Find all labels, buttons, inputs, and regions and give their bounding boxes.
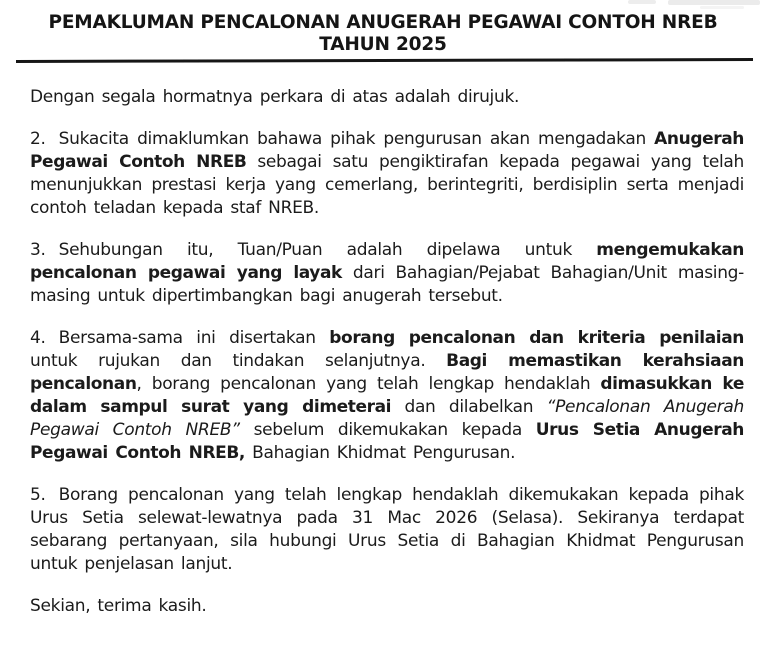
paragraph-number: 4. [30, 328, 46, 348]
document-header [0, 0, 766, 62]
closing-line: Sekian, terima kasih. [30, 596, 207, 616]
scan-artifact [668, 0, 760, 5]
paragraph-4: 4. Bersama-sama ini disertakan borang pencalonan dan kriteria penilaian untuk rujukan dan tindakan selanjutnya. Bagi memastikan kerahsiaan pencalonan, borang pencalonan yang telah lengkap hendaklah dimasukkan ke dalam sampul surat yang dimeterai dan dilabelkan “Pencalonan Anugerah Pegawai Contoh NREB” sebelum dikemukakan kepada Urus Setia Anugerah Pegawai Contoh NREB, Bahagian Khidmat Pengurusan. [30, 328, 744, 463]
scan-artifact [628, 0, 656, 4]
paragraph-5: 5. Borang pencalonan yang telah lengkap hendaklah dikemukakan kepada pihak Urus Setia selewat-lewatnya pada 31 Mac 2026 (Selasa). Sekiranya terdapat sebarang pertanyaan, sila hubungi Urus Setia di Bahagian Khidmat Pengurusan untuk penjelasan lanjut. [30, 485, 744, 574]
title-line-1: PEMAKLUMAN PENCALONAN ANUGERAH PEGAWAI CONTOH NREB [48, 12, 718, 33]
paragraph-number: 5. [30, 485, 46, 505]
title-line-2: TAHUN 2025 [319, 34, 447, 55]
page-title [36, 12, 730, 56]
paragraph-number: 3. [30, 240, 46, 260]
paragraph-3: 3. Sehubungan itu, Tuan/Puan adalah dipelawa untuk mengemukakan pencalonan pegawai yang layak dari Bahagian/Pejabat Bahagian/Unit masing-masing untuk dipertimbangkan bagi anugerah tersebut. [30, 240, 744, 306]
paragraph-number: 2. [30, 129, 46, 149]
scan-artifact [700, 6, 744, 9]
title-underline [16, 58, 753, 63]
paragraph-salutation: Dengan segala hormatnya perkara di atas adalah dirujuk. [30, 87, 520, 107]
document-body [30, 86, 744, 618]
paragraph-2: 2. Sukacita dimaklumkan bahawa pihak pengurusan akan mengadakan Anugerah Pegawai Contoh NREB sebagai satu pengiktirafan kepada pegawai yang telah menunjukkan prestasi kerja yang cemerlang, berintegriti, berdisiplin serta menjadi contoh teladan kepada staf NREB. [30, 129, 744, 218]
